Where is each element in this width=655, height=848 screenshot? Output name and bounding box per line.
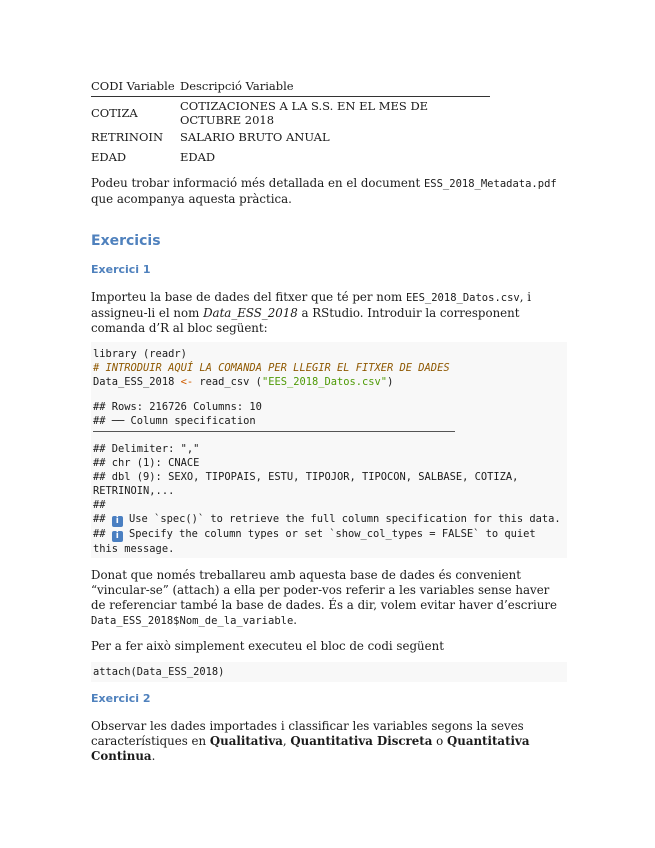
variable-access-example: Data_ESS_2018$Nom_de_la_variable bbox=[91, 615, 294, 627]
table-cell: EDAD bbox=[180, 150, 216, 164]
table-header-row bbox=[91, 78, 490, 97]
exercise-1-title: Exercici 1 bbox=[91, 263, 151, 276]
table-cell: RETRINOIN bbox=[91, 130, 164, 144]
table-cell: COTIZACIONES A LA S.S. EN EL MES DE OCTUBRE 2018 bbox=[180, 99, 429, 127]
exercise-2-title: Exercici 2 bbox=[91, 692, 151, 705]
intro-paragraph: Podeu trobar informació més detallada en el document ESS_2018_Metadata.pdf que acompanya aquesta pràctica. bbox=[91, 176, 557, 206]
attach-code-chunk: attach(Data_ESS_2018) bbox=[91, 662, 567, 682]
info-icon: i bbox=[112, 516, 123, 527]
exercise-1-paragraph: Importeu la base de dades del fitxer que té per nom EES_2018_Datos.csv, i assigneu-li el nom Data_ESS_2018 a RStudio. Introduir la corresponent comanda d’R al bloc següent: bbox=[91, 290, 532, 335]
info-icon: i bbox=[112, 531, 123, 542]
variables-table bbox=[91, 78, 490, 167]
exercise-2-paragraph: Observar les dades importades i classificar les variables segons la seves característiques en Qualitativa, Quantitativa Discreta o Quantitativa Continua. bbox=[91, 719, 530, 763]
section-title: Exercicis bbox=[91, 233, 161, 249]
attach-paragraph: Donat que només treballareu amb aquesta base de dades és convenient “vincular-se” (attach) a ella per poder-vos referir a les variables sense haver de referenciar també la base de dades. És a dir, volem evitar haver d’escriure Data_ESS_2018$Nom_de_la_variable. bbox=[91, 568, 558, 627]
table-row bbox=[91, 127, 490, 147]
attach-instructions: Per a fer això simplement executeu el bloc de codi següent bbox=[91, 639, 444, 653]
code-string: "EES_2018_Datos.csv" bbox=[261, 376, 388, 388]
term-continuous: Quantitativa Continua bbox=[91, 734, 530, 763]
column-header-description: Descripció Variable bbox=[180, 78, 490, 97]
term-qualitative: Qualitativa bbox=[209, 734, 283, 748]
code-output-block bbox=[91, 342, 567, 558]
output-divider bbox=[93, 431, 455, 432]
code-comment: # INTRODUIR AQUÍ LA COMANDA PER LLEGIR EL FITXER DE DADES bbox=[93, 362, 450, 374]
table-cell: SALARIO BRUTO ANUAL bbox=[180, 130, 330, 144]
document-page bbox=[91, 78, 567, 764]
console-output-details: ## Delimiter: "," ## chr (1): CNACE ## dbl (9): SEXO, TIPOPAIS, ESTU, TIPOJOR, TIPOCON, SALBASE, COTIZA, RETRINOIN,... ## ## i Use `spec()` to retrieve the full column specification for this data. ## i Specify the column types or set `show_col_types = FALSE` to quiet this message. bbox=[93, 443, 561, 555]
console-output: ## Rows: 216726 Columns: 10 ## ── Column specification bbox=[93, 401, 262, 427]
dataset-name: Data_ESS_2018 bbox=[203, 306, 298, 320]
code-chunk: library (readr) # INTRODUIR AQUÍ LA COMANDA PER LLEGIR EL FITXER DE DADES Data_ESS_2018 <- read_csv ("EES_2018_Datos.csv") bbox=[93, 348, 450, 388]
table-cell: COTIZA bbox=[91, 106, 138, 120]
term-discrete: Quantitativa Discreta bbox=[290, 734, 433, 748]
column-header-code: CODI Variable bbox=[91, 78, 180, 97]
table-cell: EDAD bbox=[91, 150, 127, 164]
table-row bbox=[91, 147, 490, 167]
table-row bbox=[91, 97, 490, 128]
metadata-file-name: ESS_2018_Metadata.pdf bbox=[423, 178, 557, 190]
data-file-name: EES_2018_Datos.csv bbox=[405, 292, 520, 304]
